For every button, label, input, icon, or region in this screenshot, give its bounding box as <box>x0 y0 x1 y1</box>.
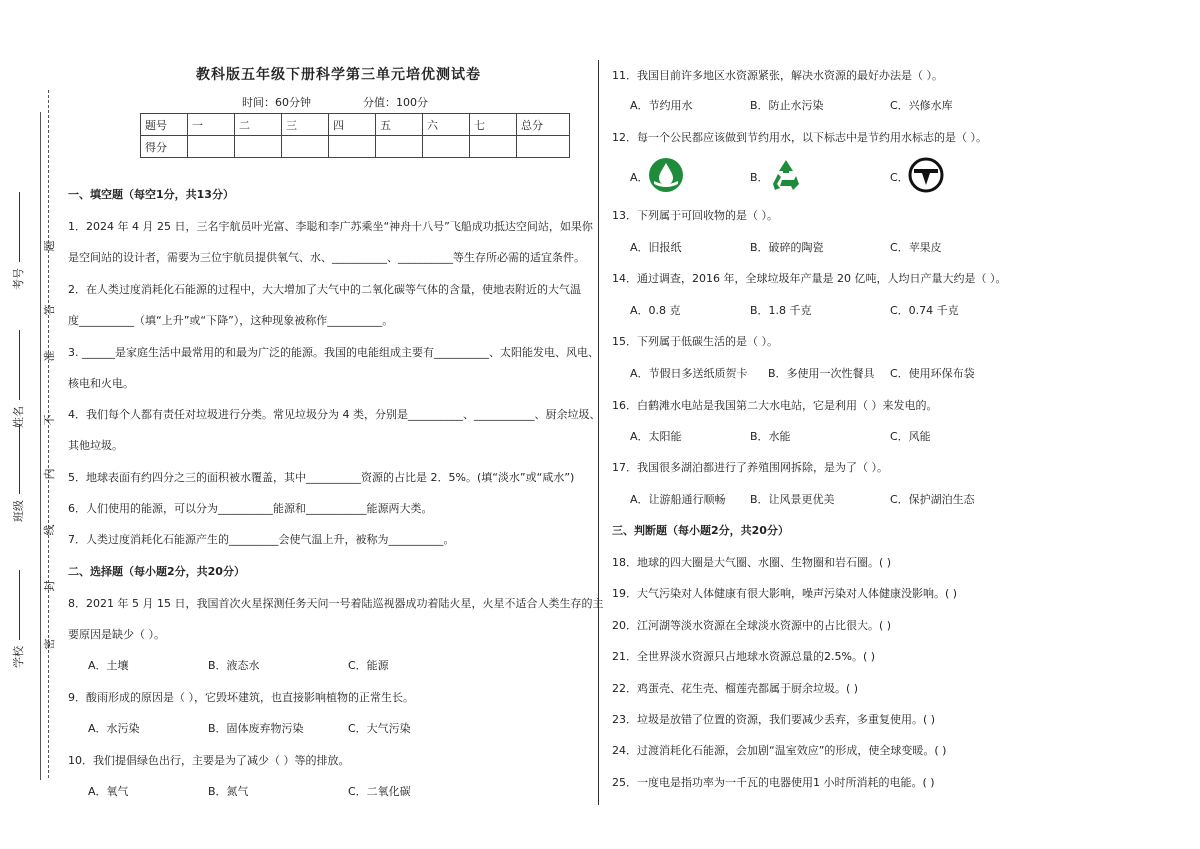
score-input-cell[interactable] <box>329 136 376 158</box>
seal-char: 题 <box>43 240 56 252</box>
question-2-line-2: 度__________（填“上升”或“下降”），这种现象被称作__________。 <box>68 314 394 327</box>
section-heading-fill: 一、填空题（每空1分，共13分） <box>68 188 234 201</box>
question-3-line-1: 3. ______是家庭生活中最常用的和最为广泛的能源。我国的电能组成主要有__________、太阳能发电、风电、 <box>68 346 599 359</box>
option-b[interactable]: B．让风景更优美 <box>750 493 835 506</box>
question-15: 15．下列属于低碳生活的是（ ）。 <box>612 335 778 348</box>
option-c[interactable]: C．二氧化碳 <box>348 785 411 798</box>
class-field[interactable]: 班级 <box>10 424 26 522</box>
option-c[interactable]: C． <box>890 171 909 184</box>
question-16: 16．白鹤滩水电站是我国第二大水电站，它是利用（ ）来发电的。 <box>612 399 938 412</box>
score-input-cell[interactable] <box>282 136 329 158</box>
question-1-line-2: 是空间站的设计者，需要为三位宇航员提供氧气、水、__________、__________等生存所必需的适宜条件。 <box>68 251 585 264</box>
option-a[interactable]: A．太阳能 <box>630 430 682 443</box>
score-input-cell[interactable] <box>423 136 470 158</box>
exam-time: 时间：60分钟 <box>242 96 311 109</box>
option-b[interactable]: B．多使用一次性餐具 <box>768 367 875 380</box>
option-a[interactable]: A．节约用水 <box>630 99 693 112</box>
table-cell: 一 <box>188 114 235 136</box>
option-c[interactable]: C．风能 <box>890 430 931 443</box>
table-cell: 总分 <box>517 114 570 136</box>
exam-number-field[interactable]: 考号 <box>10 192 26 290</box>
option-c[interactable]: C．使用环保布袋 <box>890 367 975 380</box>
score-input-cell[interactable] <box>188 136 235 158</box>
table-cell: 七 <box>470 114 517 136</box>
seal-char: 不 <box>43 414 56 426</box>
option-b[interactable]: B．防止水污染 <box>750 99 824 112</box>
table-cell: 三 <box>282 114 329 136</box>
table-cell: 得分 <box>141 136 188 158</box>
seal-char: 内 <box>43 468 56 480</box>
option-b[interactable]: B．氮气 <box>208 785 249 798</box>
score-table <box>140 113 570 158</box>
question-4-line-1: 4．我们每个人都有责任对垃圾进行分类。常见垃圾分为 4 类，分别是__________、___________、厨余垃圾、 <box>68 408 601 421</box>
question-1-line-1: 1．2024 年 4 月 25 日，三名宇航员叶光富、李聪和李广苏乘坐“神舟十八号”飞船成功抵达空间站，如果你 <box>68 220 593 233</box>
question-3-line-2: 核电和火电。 <box>68 377 134 390</box>
seal-char: 答 <box>43 304 56 316</box>
option-c[interactable]: C．0.74 千克 <box>890 304 959 317</box>
option-b[interactable]: B．固体废弃物污染 <box>208 722 304 735</box>
question-14: 14．通过调查，2016 年，全球垃圾年产量是 20 亿吨，人均日产量大约是（ ）。 <box>612 272 1007 285</box>
option-c[interactable]: C．苹果皮 <box>890 241 942 254</box>
name-field[interactable]: 姓名 <box>10 330 26 428</box>
question-13: 13．下列属于可回收物的是（ ）。 <box>612 209 778 222</box>
question-17: 17．我国很多湖泊都进行了养殖围网拆除，是为了（ ）。 <box>612 461 888 474</box>
page-title: 教科版五年级下册科学第三单元培优测试卷 <box>196 67 481 83</box>
school-field[interactable]: 学校 <box>10 570 26 668</box>
table-cell: 五 <box>376 114 423 136</box>
option-c[interactable]: C．大气污染 <box>348 722 411 735</box>
question-19: 19．大气污染对人体健康有很大影响，噪声污染对人体健康没影响。( ) <box>612 587 958 600</box>
option-b[interactable]: B．破碎的陶瓷 <box>750 241 824 254</box>
question-9: 9．酸雨形成的原因是（ ），它毁坏建筑，也直接影响植物的正常生长。 <box>68 691 414 704</box>
page-divider <box>598 60 599 805</box>
section-heading-choice: 二、选择题（每小题2分，共20分） <box>68 565 245 578</box>
binding-dashed-line <box>48 90 49 778</box>
option-b[interactable]: B． <box>750 171 769 184</box>
energy-label-icon[interactable] <box>908 157 944 193</box>
question-23: 23．垃圾是放错了位置的资源，我们要减少丢弃，多重复使用。( ) <box>612 713 936 726</box>
option-c[interactable]: C．保护湖泊生态 <box>890 493 975 506</box>
option-a[interactable]: A． <box>630 171 649 184</box>
score-input-cell[interactable] <box>517 136 570 158</box>
option-b[interactable]: B．1.8 千克 <box>750 304 812 317</box>
question-2-line-1: 2．在人类过度消耗化石能源的过程中，大大增加了大气中的二氧化碳等气体的含量，使地表附近的大气温 <box>68 283 581 296</box>
question-11: 11．我国目前许多地区水资源紧张，解决水资源的最好办法是（ ）。 <box>612 69 943 82</box>
table-cell: 二 <box>235 114 282 136</box>
seal-char: 密 <box>43 638 56 650</box>
question-5: 5．地球表面有约四分之三的面积被水覆盖，其中__________资源的占比是 2．5%。(填“淡水”或“咸水”) <box>68 471 575 484</box>
question-12: 12．每一个公民都应该做到节约用水，以下标志中是节约用水标志的是（ ）。 <box>612 131 987 144</box>
question-21: 21．全世界淡水资源只占地球水资源总量的2.5%。( ) <box>612 650 876 663</box>
question-8-line-2: 要原因是缺少（ ）。 <box>68 628 165 641</box>
question-8-line-1: 8．2021 年 5 月 15 日，我国首次火星探测任务天问一号着陆巡视器成功着陆火星，火星不适合人类生存的主 <box>68 597 604 610</box>
option-a[interactable]: A．旧报纸 <box>630 241 682 254</box>
seal-char: 准 <box>43 350 56 362</box>
seal-char: 线 <box>43 524 56 536</box>
option-a[interactable]: A．土壤 <box>88 659 129 672</box>
table-cell: 四 <box>329 114 376 136</box>
section-heading-judge: 三、判断题（每小题2分，共20分） <box>612 524 789 537</box>
score-input-cell[interactable] <box>235 136 282 158</box>
exam-meta <box>242 94 480 110</box>
option-a[interactable]: A．氧气 <box>88 785 129 798</box>
question-6: 6．人们使用的能源，可以分为__________能源和___________能源两大类。 <box>68 502 433 515</box>
score-input-cell[interactable] <box>470 136 517 158</box>
water-saving-icon[interactable] <box>648 157 684 193</box>
option-a[interactable]: A．水污染 <box>88 722 140 735</box>
table-row <box>141 136 570 158</box>
option-a[interactable]: A．节假日多送纸质贺卡 <box>630 367 748 380</box>
table-cell: 六 <box>423 114 470 136</box>
option-a[interactable]: A．0.8 克 <box>630 304 681 317</box>
option-b[interactable]: B．水能 <box>750 430 791 443</box>
exam-score: 分值：100分 <box>363 96 428 109</box>
question-24: 24．过渡消耗化石能源，会加剧“温室效应”的形成，使全球变暖。( ) <box>612 744 947 757</box>
question-4-line-2: 其他垃圾。 <box>68 439 123 452</box>
option-c[interactable]: C．能源 <box>348 659 389 672</box>
option-b[interactable]: B．液态水 <box>208 659 260 672</box>
question-22: 22．鸡蛋壳、花生壳、榴莲壳都属于厨余垃圾。( ) <box>612 682 859 695</box>
question-18: 18．地球的四大圈是大气圈、水圈、生物圈和岩石圈。( ) <box>612 556 892 569</box>
option-a[interactable]: A．让游船通行顺畅 <box>630 493 726 506</box>
seal-char: 封 <box>43 580 56 592</box>
table-cell: 题号 <box>141 114 188 136</box>
question-25: 25．一度电是指功率为一千瓦的电器使用1 小时所消耗的电能。( ) <box>612 776 935 789</box>
table-row <box>141 114 570 136</box>
option-c[interactable]: C．兴修水库 <box>890 99 953 112</box>
recycle-icon[interactable] <box>768 157 804 193</box>
binding-solid-line <box>40 112 41 780</box>
question-20: 20．江河湖等淡水资源在全球淡水资源中的占比很大。( ) <box>612 619 892 632</box>
question-10: 10．我们提倡绿色出行，主要是为了减少（ ）等的排放。 <box>68 754 350 767</box>
question-7: 7．人类过度消耗化石能源产生的_________会使气温上升，被称为__________。 <box>68 533 455 546</box>
score-input-cell[interactable] <box>376 136 423 158</box>
